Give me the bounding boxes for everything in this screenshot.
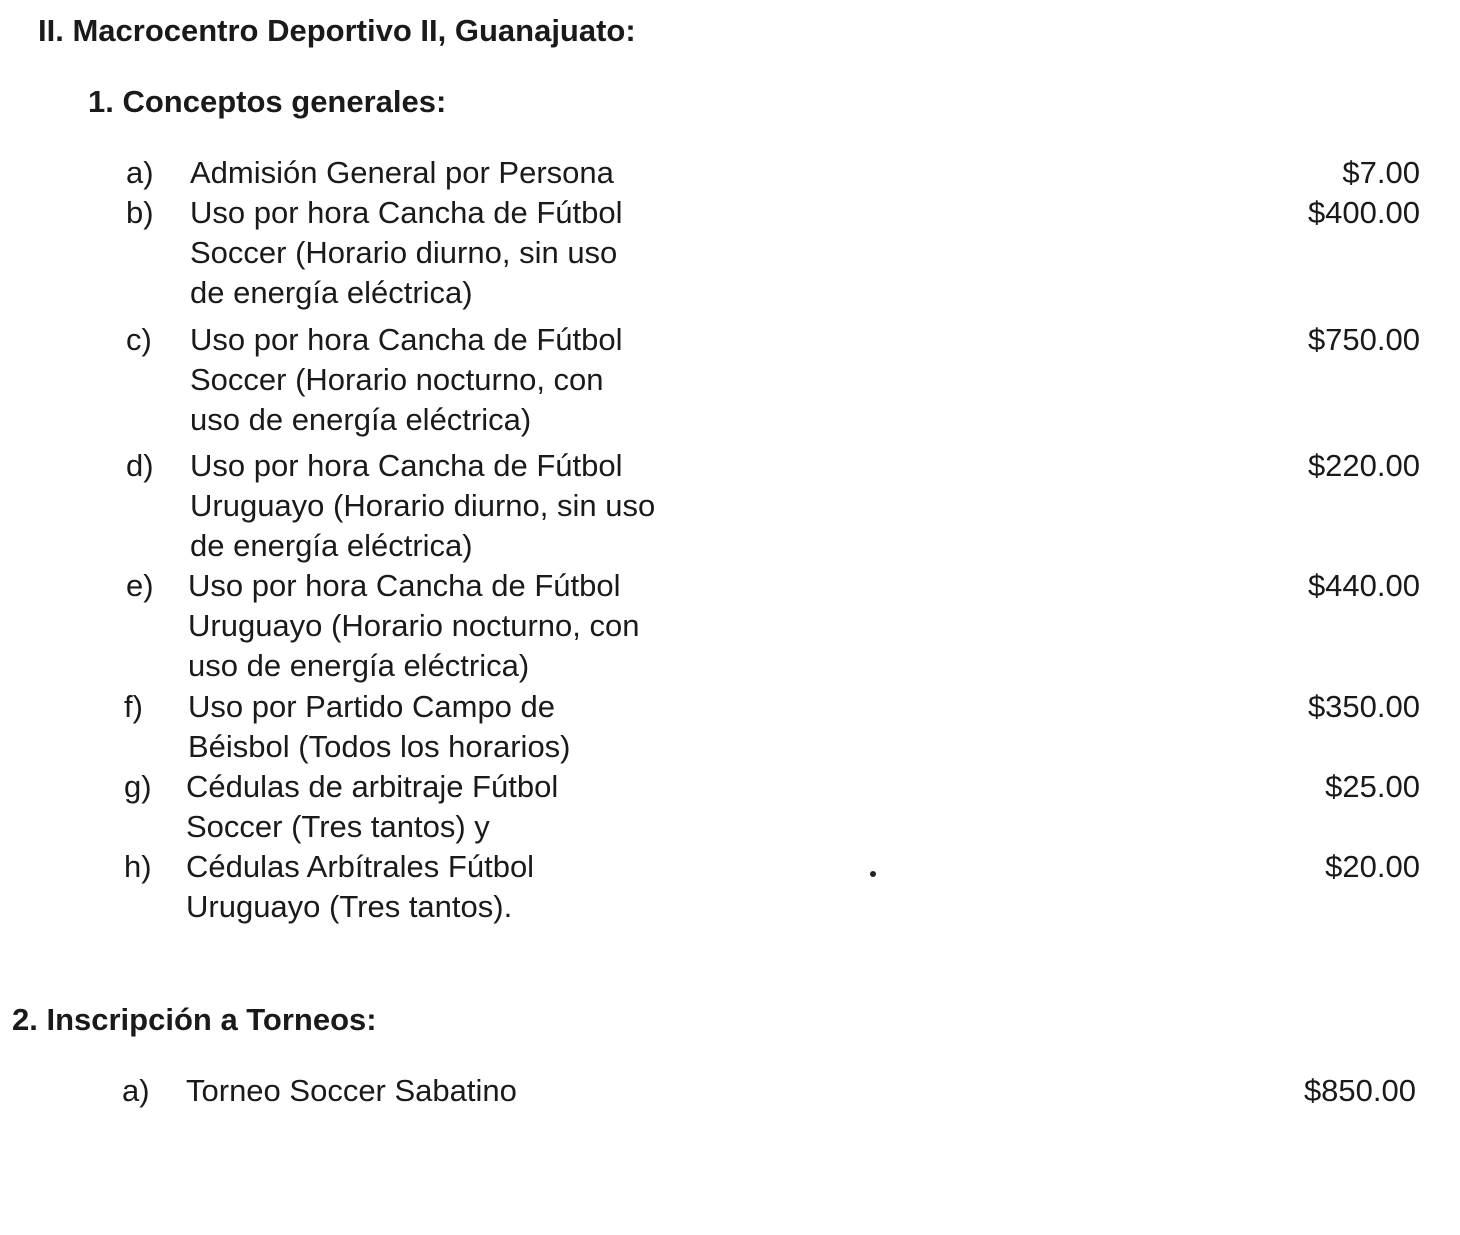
item-letter: f) [124,689,143,724]
item-letter: c) [126,322,152,357]
list-item [124,847,1420,927]
list-item [126,320,1420,440]
item-description: Cédulas de arbitraje Fútbol Soccer (Tres tantos) y [186,769,559,844]
item-price: $20.00 [1325,849,1420,884]
list-item [126,193,1420,313]
item-letter: h) [124,849,152,884]
item-price: $350.00 [1307,689,1420,724]
item-price: $25.00 [1325,769,1420,804]
scan-speck [870,871,876,877]
item-description: Uso por hora Cancha de Fútbol Soccer (Horario nocturno, con uso de energía eléctrica) [190,322,623,437]
list-item [122,1071,1416,1111]
list-item [124,767,1420,847]
item-letter: a) [126,155,154,190]
list-item [126,153,1420,193]
item-price: $220.00 [1307,448,1420,483]
item-description: Cédulas Arbítrales Fútbol Uruguayo (Tres tantos). [186,849,535,924]
item-description: Uso por Partido Campo de Béisbol (Todos los horarios) [188,689,571,764]
item-description: Uso por hora Cancha de Fútbol Uruguayo (Horario diurno, sin uso de energía eléctrica) [190,448,656,563]
item-price: $750.00 [1307,322,1420,357]
part1-title: 1. Conceptos generales: [88,84,447,119]
item-price: $7.00 [1342,155,1420,190]
item-letter: b) [126,195,154,230]
item-price: $850.00 [1303,1073,1416,1108]
item-letter: g) [124,769,152,804]
item-description: Uso por hora Cancha de Fútbol Soccer (Horario diurno, sin uso de energía eléctrica) [190,195,623,310]
list-item [124,687,1420,767]
item-letter: d) [126,448,154,483]
item-price: $400.00 [1307,195,1420,230]
part2-title: 2. Inscripción a Torneos: [12,1002,377,1037]
item-description: Uso por hora Cancha de Fútbol Uruguayo (Horario nocturno, con uso de energía eléctrica) [188,568,640,683]
item-description: Admisión General por Persona [190,155,614,190]
section-title: II. Macrocentro Deportivo II, Guanajuato: [38,13,636,48]
list-item [126,566,1420,686]
item-price: $440.00 [1307,568,1420,603]
list-item [126,446,1420,566]
item-letter: a) [122,1073,150,1108]
item-letter: e) [126,568,154,603]
item-description: Torneo Soccer Sabatino [186,1073,517,1108]
